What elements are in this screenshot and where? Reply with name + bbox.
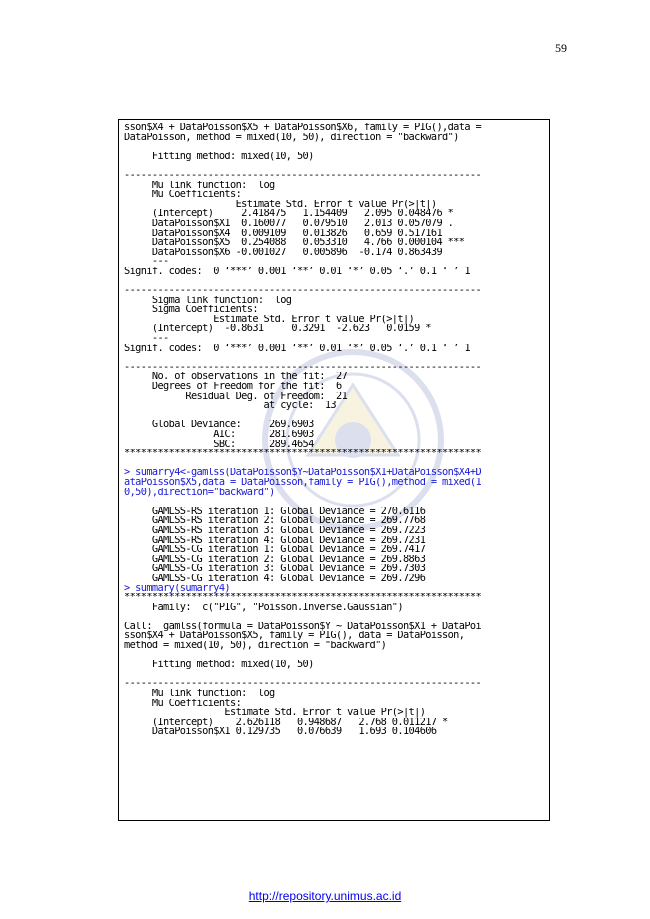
console-output-line: sson$X4 + DataPoisson$X5 + DataPoisson$X6, family = PIG(),data = [124,123,482,133]
console-output-line: Mu Coefficients: [124,190,242,200]
console-output-line: Estimate Std. Error t value Pr(>|t|) [124,199,437,210]
console-output-line: ---------------------------------------------------------------- [124,170,482,181]
console-output-line: GAMLSS-CG iteration 2: Global Deviance = 269.8863 [124,554,426,565]
console-output-line: Family: c("PIG", "Poisson.Inverse.Gaussian") [124,602,403,613]
console-output-line: sson$X4 + DataPoisson$X5, family = PIG(), data = DataPoisson, [124,631,465,642]
repository-link[interactable]: http://repository.unimus.ac.id [248,889,402,903]
console-command-line: > summary(sumarry4) [124,583,231,594]
console-output-line: Fitting method: mixed(10, 50) [124,151,314,162]
console-output-line: (Intercept) 2.626118 0.948687 2.768 0.011217 * [124,717,448,728]
console-output-line: method = mixed(10, 50), direction = "backward") [124,641,387,651]
console-output-line: (Intercept) 2.418475 1.154409 2.095 0.048476 * [124,209,454,219]
page-number: 59 [555,41,567,55]
console-output-line: Sigma Coefficients: [124,305,258,315]
console-command-line: 0,50),direction="backward") [124,487,275,498]
console-output-line: GAMLSS-RS iteration 4: Global Deviance = 269.7231 [124,535,426,546]
r-console-output [118,119,550,821]
console-output-line: GAMLSS-RS iteration 1: Global Deviance = 270.6116 [124,506,426,517]
console-output-line [124,612,549,622]
console-output-line: No. of observations in the fit: 27 [124,372,348,383]
console-output-line: ---------------------------------------------------------------- [124,362,482,373]
console-output-line [124,459,549,469]
console-output-line: Global Deviance: 269.6903 [124,420,314,430]
console-output-line [124,142,549,152]
console-output-line: --- [124,257,169,267]
console-output-line: ---------------------------------------------------------------- [124,286,482,296]
console-output-line: DataPoisson$X1 0.160077 0.079510 2.013 0.057079 . [124,218,454,229]
console-output-line: **************************************************************** [124,449,482,459]
console-output-line: DataPoisson$X6 -0.001027 0.005896 -0.174 0.863439 [124,247,443,258]
console-output-line: (Intercept) -0.8631 0.3291 -2.623 0.0159 * [124,324,431,335]
console-output-line: Signif. codes: 0 ‘***’ 0.001 ‘**’ 0.01 ‘*’ 0.05 ‘.’ 0.1 ‘ ’ 1 [124,343,470,354]
console-output-line: GAMLSS-RS iteration 2: Global Deviance = 269.7768 [124,516,426,526]
console-output-line: GAMLSS-CG iteration 4: Global Deviance = 269.7296 [124,573,426,584]
console-output-line: Sigma link function: log [124,295,292,306]
console-command-line: ataPoisson$X5,data = DataPoisson,family = PIG(),method = mixed(1 [124,477,482,488]
console-output-line [124,411,549,421]
console-output-line [124,651,549,661]
console-output-line: **************************************************************** [124,593,482,603]
console-output-line: DataPoisson$X4 0.009109 0.013826 0.659 0.517161 [124,228,443,239]
console-output-line [124,353,549,363]
console-output-line: Fitting method: mixed(10, 50) [124,660,314,670]
console-output-line: Residual Deg. of Freedom: 21 [124,391,348,402]
console-output-line: GAMLSS-CG iteration 1: Global Deviance = 269.7417 [124,545,426,555]
console-output-line: ---------------------------------------------------------------- [124,679,482,690]
console-output-line: Estimate Std. Error t value Pr(>|t|) [124,708,426,718]
console-output-line: Call: gamlss(formula = DataPoisson$Y ~ DataPoisson$X1 + DataPoi [124,621,482,632]
console-output-line: Mu Coefficients: [124,698,242,709]
console-output-line: SBC: 289.4654 [124,439,314,450]
console-output-line: DataPoisson$X1 0.129735 0.076639 1.693 0.104606 [124,727,437,737]
console-output-line: Estimate Std. Error t value Pr(>|t|) [124,314,415,325]
console-output-line: AIC: 281.6903 [124,430,314,440]
console-output-line [124,497,549,507]
console-output-line: Mu link function: log [124,180,275,191]
console-output-line: DataPoisson$X5 0.254088 0.053310 4.766 0.000104 *** [124,238,465,248]
console-output-line [124,161,549,171]
console-output-line: at cycle: 13 [124,401,337,411]
console-output-line: Degrees of Freedom for the fit: 6 [124,382,342,392]
console-output-line: GAMLSS-CG iteration 3: Global Deviance = 269.7303 [124,564,426,574]
console-output-line: --- [124,334,169,344]
console-output-line: Mu link function: log [124,689,275,699]
console-output-line: DataPoisson, method = mixed(10, 50), direction = "backward") [124,132,459,143]
console-output-line: Signif. codes: 0 ‘***’ 0.001 ‘**’ 0.01 ‘*’ 0.05 ‘.’ 0.1 ‘ ’ 1 [124,266,470,277]
console-output-line [124,277,549,287]
console-output-line [124,670,549,680]
console-output-line: GAMLSS-RS iteration 3: Global Deviance = 269.7223 [124,525,426,536]
console-command-line: > sumarry4<-gamlss(DataPoisson$Y~DataPoisson$X1+DataPoisson$X4+D [124,468,482,478]
